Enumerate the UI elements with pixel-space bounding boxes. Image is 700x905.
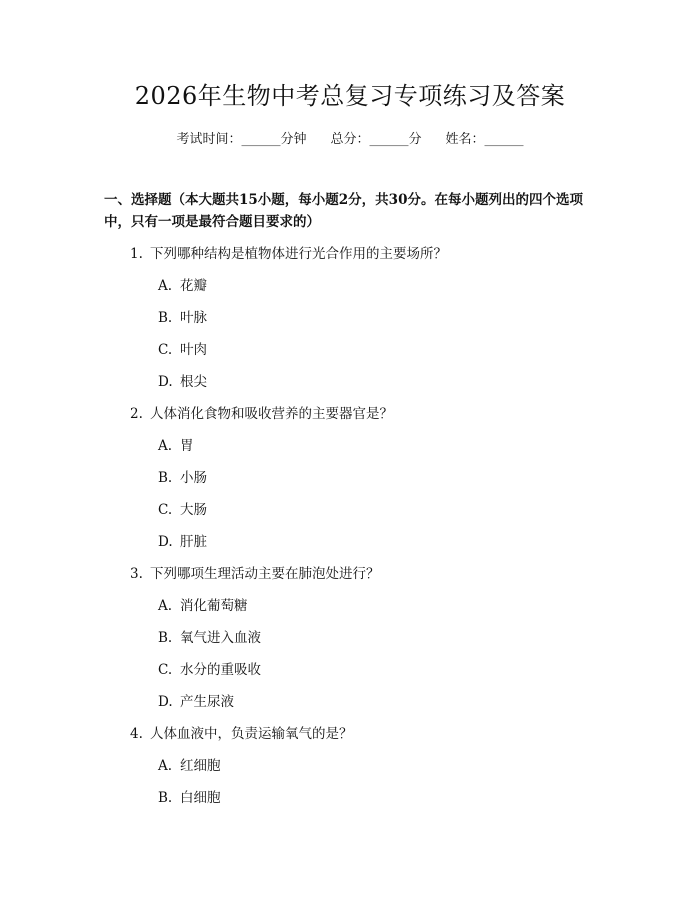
answer-option	[0, 275, 700, 297]
option-text: 根尖	[180, 374, 207, 390]
option-text: 水分的重吸收	[180, 662, 261, 678]
option-letter: C.	[158, 662, 173, 678]
question-number: 3.	[130, 566, 143, 582]
question-number: 1.	[130, 246, 143, 262]
answer-option	[0, 787, 700, 809]
question-item	[0, 243, 700, 393]
question-number: 4.	[130, 726, 143, 742]
answer-option	[0, 435, 700, 457]
section-heading: 一、选择题（本大题共15小题，每小题2分，共30分。在每小题列出的四个选项中，只有一项是最符合题目要求的）	[104, 192, 583, 230]
question-number: 2.	[130, 406, 143, 422]
exam-name-field: 姓名：______	[445, 132, 524, 147]
question-item	[0, 723, 700, 809]
option-text: 氧气进入血液	[180, 630, 261, 646]
answer-option	[0, 339, 700, 361]
document-title: 2026年生物中考总复习专项练习及答案	[134, 82, 566, 110]
option-letter: B.	[158, 630, 173, 646]
question-stem	[0, 723, 700, 745]
option-text: 花瓣	[180, 278, 207, 294]
option-text: 小肠	[180, 470, 207, 486]
answer-option	[0, 499, 700, 521]
question-stem	[0, 403, 700, 425]
option-letter: D.	[158, 534, 173, 550]
option-letter: C.	[158, 342, 173, 358]
question-item	[0, 563, 700, 713]
answer-option	[0, 371, 700, 393]
exam-score-field: 总分：______分	[330, 132, 422, 147]
option-letter: D.	[158, 694, 173, 710]
option-letter: D.	[158, 374, 173, 390]
answer-option	[0, 467, 700, 489]
answer-option	[0, 691, 700, 713]
option-letter: C.	[158, 502, 173, 518]
question-text: 人体血液中，负责运输氧气的是？	[150, 726, 353, 742]
exam-info-line	[0, 130, 700, 150]
question-text: 下列哪种结构是植物体进行光合作用的主要场所？	[150, 246, 447, 262]
question-stem	[0, 243, 700, 265]
option-text: 红细胞	[180, 758, 221, 774]
option-text: 消化葡萄糖	[180, 598, 248, 614]
option-letter: B.	[158, 470, 173, 486]
question-stem	[0, 563, 700, 585]
answer-option	[0, 307, 700, 329]
option-letter: A.	[158, 598, 173, 614]
question-text: 下列哪项生理活动主要在肺泡处进行？	[150, 566, 380, 582]
option-text: 叶肉	[180, 342, 207, 358]
answer-option	[0, 531, 700, 553]
option-letter: B.	[158, 790, 173, 806]
option-text: 肝脏	[180, 534, 207, 550]
option-letter: A.	[158, 278, 173, 294]
option-text: 产生尿液	[180, 694, 234, 710]
option-letter: A.	[158, 758, 173, 774]
answer-option	[0, 659, 700, 681]
answer-option	[0, 595, 700, 617]
question-text: 人体消化食物和吸收营养的主要器官是？	[150, 406, 393, 422]
question-item	[0, 403, 700, 553]
answer-option	[0, 627, 700, 649]
question-list	[0, 243, 700, 819]
option-letter: A.	[158, 438, 173, 454]
option-text: 白细胞	[180, 790, 221, 806]
option-text: 叶脉	[180, 310, 207, 326]
exam-time-field: 考试时间：______分钟	[176, 132, 307, 147]
answer-option	[0, 755, 700, 777]
option-text: 大肠	[180, 502, 207, 518]
option-letter: B.	[158, 310, 173, 326]
option-text: 胃	[180, 438, 194, 454]
